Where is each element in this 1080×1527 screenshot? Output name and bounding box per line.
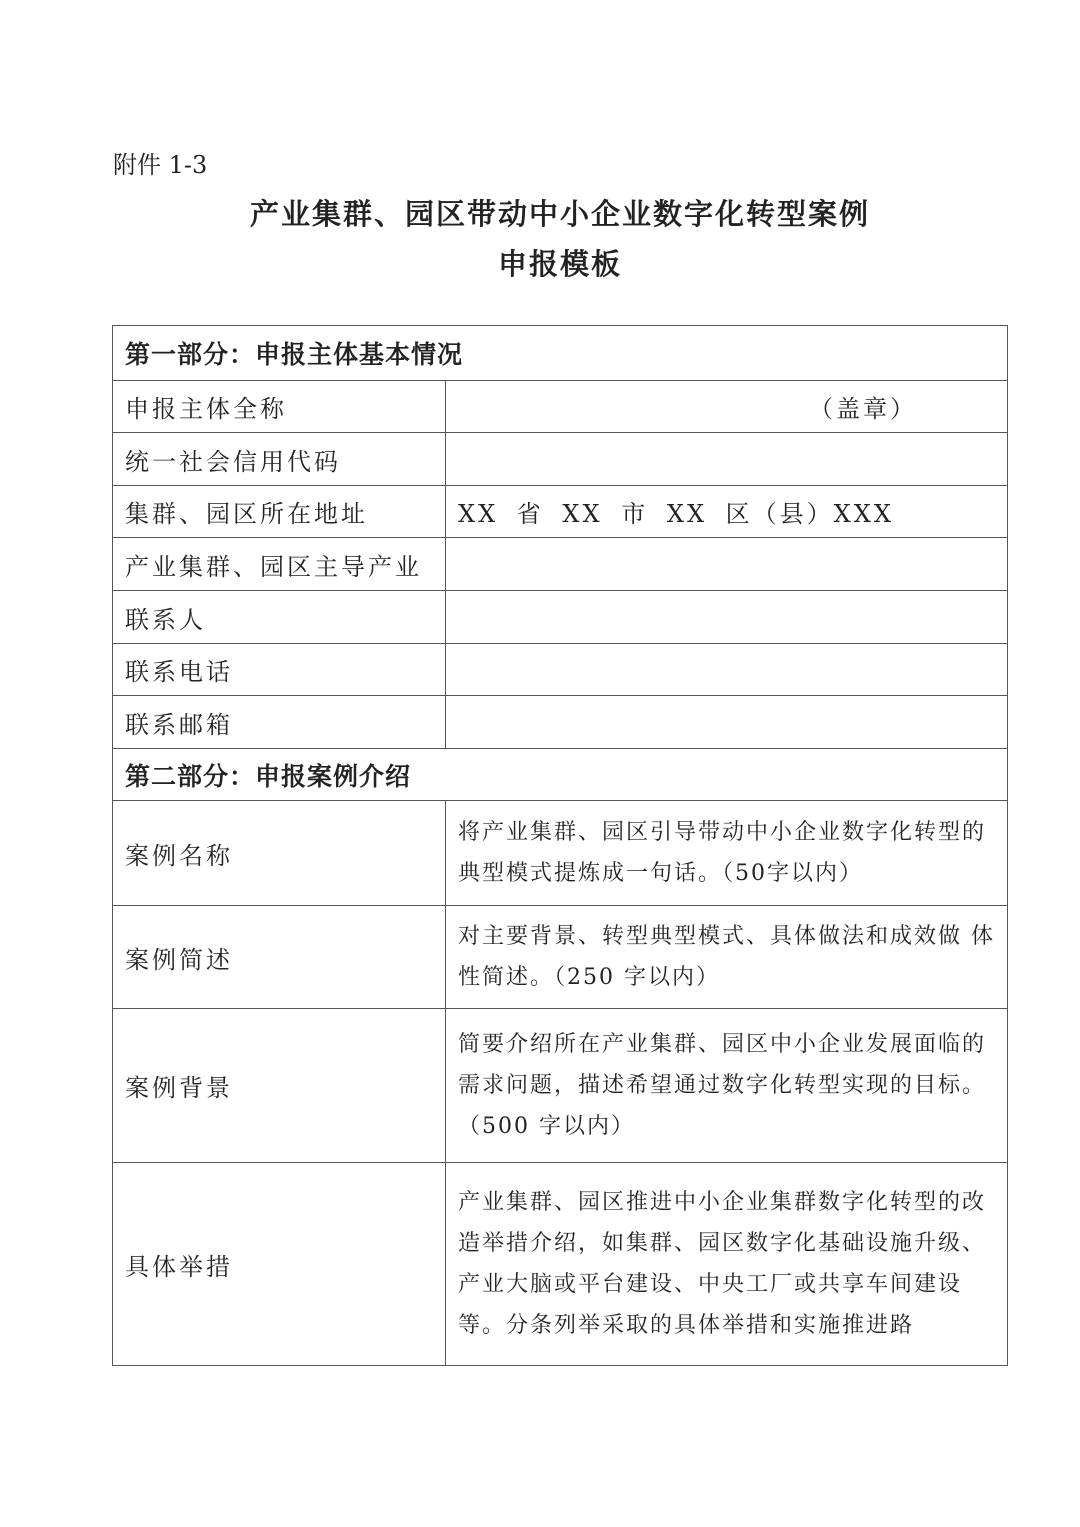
field-label: 联系人 <box>113 591 446 644</box>
field-label: 产业集群、园区主导产业 <box>113 538 446 591</box>
field-label: 案例背景 <box>113 1009 446 1163</box>
field-label: 案例简述 <box>113 906 446 1009</box>
field-label: 联系电话 <box>113 644 446 696</box>
field-value[interactable] <box>446 696 1008 749</box>
section-heading-part1: 第一部分：申报主体基本情况 <box>113 326 1008 381</box>
field-value[interactable] <box>446 433 1008 486</box>
field-value[interactable]: XX 省 XX 市 XX 区（县）XXX <box>446 486 1008 538</box>
field-value[interactable] <box>446 538 1008 591</box>
field-label: 联系邮箱 <box>113 696 446 749</box>
field-description[interactable]: 简要介绍所在产业集群、园区中小企业发展面临的需求问题，描述希望通过数字化转型实现的目标。（500 字以内） <box>446 1009 1008 1163</box>
field-value[interactable] <box>446 644 1008 696</box>
application-form-table <box>112 325 1008 1366</box>
attachment-label: 附件 1-3 <box>113 151 208 179</box>
field-label: 申报主体全称 <box>113 381 446 433</box>
field-description[interactable]: 将产业集群、园区引导带动中小企业数字化转型的典型模式提炼成一句话。（50字以内） <box>446 801 1008 906</box>
field-description[interactable]: 对主要背景、转型典型模式、具体做法和成效做 体性简述。（250 字以内） <box>446 906 1008 1009</box>
field-label: 具体举措 <box>113 1163 446 1366</box>
document-subtitle: 申报模板 <box>497 247 622 281</box>
section-heading-part2: 第二部分：申报案例介绍 <box>113 749 1008 801</box>
document-title: 产业集群、园区带动中小企业数字化转型案例 <box>249 197 870 231</box>
field-label: 案例名称 <box>113 801 446 906</box>
field-value[interactable] <box>446 591 1008 644</box>
field-value-seal[interactable]: （盖章） <box>446 381 1008 433</box>
field-label: 集群、园区所在地址 <box>113 486 446 538</box>
field-description[interactable]: 产业集群、园区推进中小企业集群数字化转型的改造举措介绍，如集群、园区数字化基础设施升级、产业大脑或平台建设、中央工厂或共享车间建设等。分条列举采取的具体举措和实施推进路 <box>446 1163 1008 1366</box>
field-label: 统一社会信用代码 <box>113 433 446 486</box>
